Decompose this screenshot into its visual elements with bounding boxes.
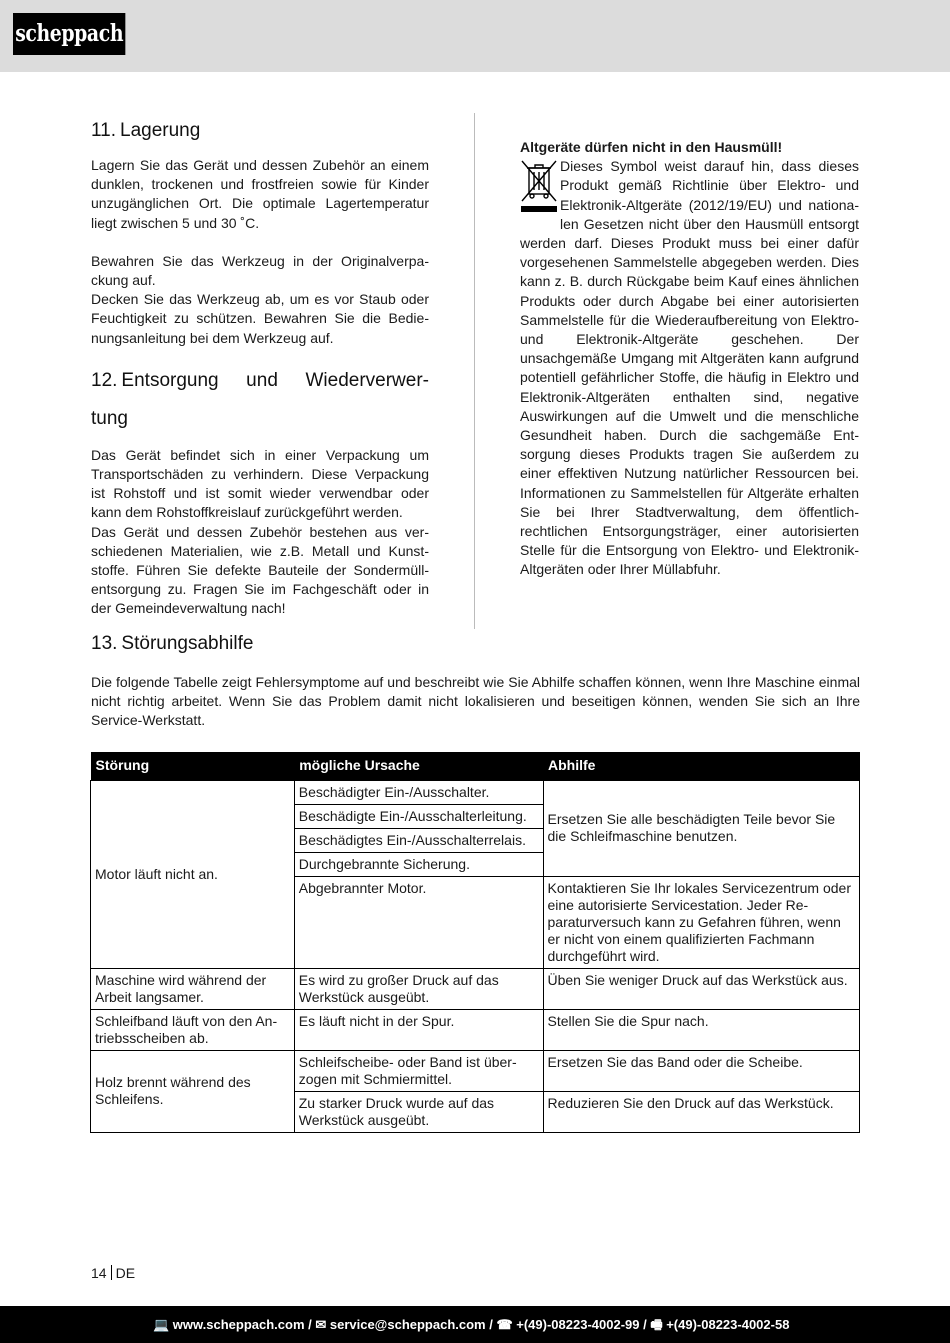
cause-cell: Schleifscheibe- oder Band ist überzogen mit Schmiermittel. (294, 1050, 543, 1091)
fault-cell: Maschine wird während der Arbeit langsamer. (91, 968, 295, 1009)
remedy-cell: Kontaktieren Sie Ihr lokales Servicezentrum oder eine autorisierte Servicestation. Jeder Reparaturversuch kann zu Gefahren führen, wenn er nicht von einem qualifizierten Fachmann durchgeführt wird. (543, 876, 860, 968)
cause-cell: Es läuft nicht in der Spur. (294, 1009, 543, 1050)
column-header: Störung (91, 752, 295, 780)
paragraph: Das Gerät befindet sich in einer Verpackung um Transportschäden zu verhindern. Diese Verpackung ist Rohstoff und ist somit wieder verwendbar oder kann dem Rohstoffkreislauf zurückgeführt werden. (91, 446, 429, 521)
cause-cell: Es wird zu großer Druck auf das Werkstück ausgeübt. (294, 968, 543, 1009)
header-bar (0, 0, 950, 72)
cause-cell: Abgebrannter Motor. (294, 876, 543, 968)
contact-bar (0, 1306, 950, 1343)
remedy-cell: Ersetzen Sie alle beschädigten Teile bevor Sie die Schleifmaschine benutzen. (543, 780, 860, 876)
page-number: 14 (91, 1265, 107, 1281)
column-header: Abhilfe (543, 752, 860, 780)
paragraph: Lagern Sie das Gerät und dessen Zubehör an einem dunklen, trockenen und frostfreien sowie für Kinder unzugänglichen Ort. Die optimale Lagertemperatur liegt zwischen 5 und 30 ˚C. (91, 157, 429, 231)
section-heading: 12. Entsorgung und Wiederverwer- (91, 369, 429, 391)
table-header-row (91, 752, 860, 780)
brand-logo: scheppach (13, 13, 125, 55)
remedy-cell: Stellen Sie die Spur nach. (543, 1009, 860, 1050)
paragraph: Decken Sie das Werkzeug ab, um es vor Staub oder Feuchtigkeit zu schützen. Bewahren Sie die Bedienungsanleitung bei dem Werkzeug auf. (91, 291, 429, 346)
crossed-bin-icon (520, 159, 560, 217)
remedy-cell: Ersetzen Sie das Band oder die Scheibe. (543, 1050, 860, 1091)
fault-cell: Holz brennt während des Schleifens. (91, 1050, 295, 1132)
table-row (91, 1009, 860, 1050)
cause-cell: Beschädigtes Ein-/Ausschalterrelais. (294, 828, 543, 852)
section-disposal (91, 362, 429, 619)
cause-cell: Beschädigter Ein-/Ausschalter. (294, 780, 543, 804)
paragraph: Die folgende Tabelle zeigt Fehlersymptome auf und beschreibt wie Sie Abhilfe schaffen können, wenn Ihre Maschine einmal nicht richtig arbeitet. Wenn Sie das Problem damit nicht lokalisieren und beseitigen können, wenden Sie sich an Ihre Service-Werkstatt. (91, 674, 860, 729)
section-storage (91, 112, 429, 348)
column-divider (474, 113, 475, 629)
weee-text: Dieses Symbol weist darauf hin, dass dieses Produkt gemäß Richtlinie über Elektro- und Elektronik-Altgeräte (2012/19/EU) und nationalen Gesetzen nicht über den Hausmüll entsorgt werden darf. Dieses Produkt muss bei einer dafür vorgesehenen Sammelstelle abgegeben werden. Dies kann z. B. durch Rückgabe beim Kauf eines ähnlichen Produkts oder durch Abgabe bei einer autorisierten Sammelstelle für die Wiederaufbereitung von Elektro- und Elektronik-Altgeräte geschehen. Der unsachgemäße Umgang mit Altgeräten kann aufgrund potentiell gefährlicher Stoffe, die häufig in Elektro und Elektronik-Altgeräten enthalten sind, negative Auswirkungen auf die Umwelt und die menschliche Gesundheit haben. Durch die sachgemäße Entsorgung dieses Produkts tragen Sie außerdem zu einer effektiven Nutzung natürlicher Ressourcen bei. Informationen zu Sammelstellen für Altgeräte erhalten Sie bei Ihrer Stadtverwaltung, dem öffentlichrechtlichen Entsorgungsträger, einer autorisierten Stelle für die Entsorgung von Elektro- und Elektronik-Altgeräten oder Ihrer Müllabfuhr. (520, 158, 859, 578)
column-header: mögliche Ursache (294, 752, 543, 780)
remedy-cell: Reduzieren Sie den Druck auf das Werkstück. (543, 1091, 860, 1132)
language-code: DE (115, 1265, 136, 1281)
table-row (91, 968, 860, 1009)
section-heading: 13. Störungsabhilfe (91, 633, 254, 654)
weee-heading: Altgeräte dürfen nicht in den Hausmüll! (520, 139, 783, 155)
paragraph: Das Gerät und dessen Zubehör bestehen aus verschiedenen Materialien, wie z.B. Metall und Kunststoffe. Führen Sie defekte Bauteile der Sondermüllentsorgung zu. Fragen Sie im Fachgeschäft oder in der Gemeindeverwaltung nach! (91, 523, 429, 617)
section-troubleshooting (91, 625, 860, 731)
divider (111, 1265, 112, 1280)
page-footer (91, 1265, 135, 1281)
contact-line: 💻 www.scheppach.com / ✉ service@scheppach.com / ☎ +(49)-08223-4002-99 / 🖷 +(49)-08223-4002-58 (153, 1317, 790, 1332)
left-column (91, 112, 429, 619)
remedy-cell: Üben Sie weniger Druck auf das Werkstück aus. (543, 968, 860, 1009)
cause-cell: Zu starker Druck wurde auf das Werkstück ausgeübt. (294, 1091, 543, 1132)
cause-cell: Durchgebrannte Sicherung. (294, 852, 543, 876)
right-column (520, 138, 859, 580)
troubleshooting-table (90, 752, 860, 1133)
table-row (91, 1050, 860, 1091)
table-row (91, 780, 860, 804)
fault-cell: Schleifband läuft von den Antriebsscheiben ab. (91, 1009, 295, 1050)
cause-cell: Beschädigte Ein-/Ausschalterleitung. (294, 804, 543, 828)
fault-cell: Motor läuft nicht an. (91, 780, 295, 968)
paragraph: Bewahren Sie das Werkzeug in der Originalverpackung auf. (91, 252, 429, 289)
section-heading-continued: tung (91, 407, 128, 429)
section-heading: 11. Lagerung (91, 120, 201, 141)
